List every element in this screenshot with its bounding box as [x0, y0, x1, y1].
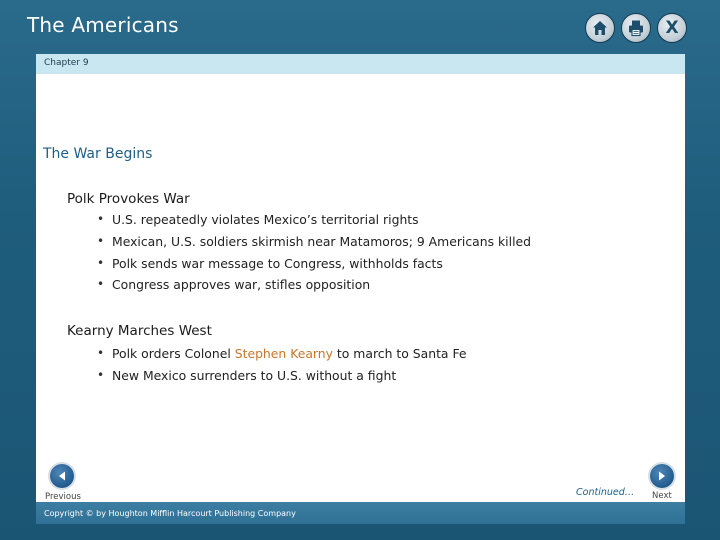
bullet-icon: •	[97, 255, 105, 270]
arrow-right-icon	[656, 470, 668, 482]
bullet-text-before: Polk orders Colonel	[112, 346, 235, 361]
bullet-text: Congress approves war, stifles opposition	[112, 277, 371, 293]
bullet-text: Mexican, U.S. soldiers skirmish near Matamoros; 9 Americans killed	[112, 233, 531, 249]
home-button[interactable]	[585, 13, 615, 43]
arrow-left-icon	[56, 470, 68, 482]
next-button[interactable]	[650, 464, 674, 488]
bullet-text: U.S. repeatedly violates Mexico’s territorial rights	[112, 212, 419, 227]
close-button[interactable]	[657, 13, 687, 43]
list-item	[92, 274, 531, 296]
print-button[interactable]	[621, 13, 651, 43]
bullet-list	[92, 343, 467, 387]
footer-bar	[36, 502, 685, 524]
bullet-icon: •	[97, 212, 105, 226]
bullet-icon: •	[97, 233, 105, 248]
slide-content	[36, 74, 685, 502]
previous-label[interactable]: Previous	[45, 492, 81, 502]
home-icon	[591, 19, 609, 37]
bullet-text: New Mexico surrenders to U.S. without a fight	[112, 367, 397, 383]
next-label[interactable]: Next	[652, 491, 672, 501]
previous-button[interactable]	[50, 464, 74, 488]
list-item	[92, 253, 531, 275]
highlighted-term[interactable]: Stephen Kearny	[234, 346, 333, 361]
list-item	[92, 209, 531, 231]
close-icon: X	[665, 18, 679, 38]
chapter-bar	[36, 54, 685, 74]
list-item	[92, 365, 467, 387]
section-heading: Polk Provokes War	[67, 191, 190, 207]
bullet-icon: •	[97, 277, 105, 292]
chapter-label: Chapter 9	[44, 58, 89, 68]
bullet-list	[92, 209, 531, 296]
bullet-icon: •	[97, 346, 105, 360]
slide-title: The War Begins	[43, 146, 153, 162]
printer-icon	[627, 19, 645, 37]
continued-label: Continued…	[576, 487, 635, 498]
copyright-text: Copyright © by Houghton Mifflin Harcourt Publishing Company	[44, 509, 296, 518]
app-title: The Americans	[27, 13, 179, 37]
bullet-text-after: to march to Santa Fe	[332, 346, 467, 361]
section-heading: Kearny Marches West	[67, 323, 212, 339]
list-item	[92, 343, 467, 365]
bullet-icon: •	[97, 367, 105, 382]
list-item	[92, 231, 531, 253]
bullet-text: Polk sends war message to Congress, withholds facts	[112, 255, 443, 271]
